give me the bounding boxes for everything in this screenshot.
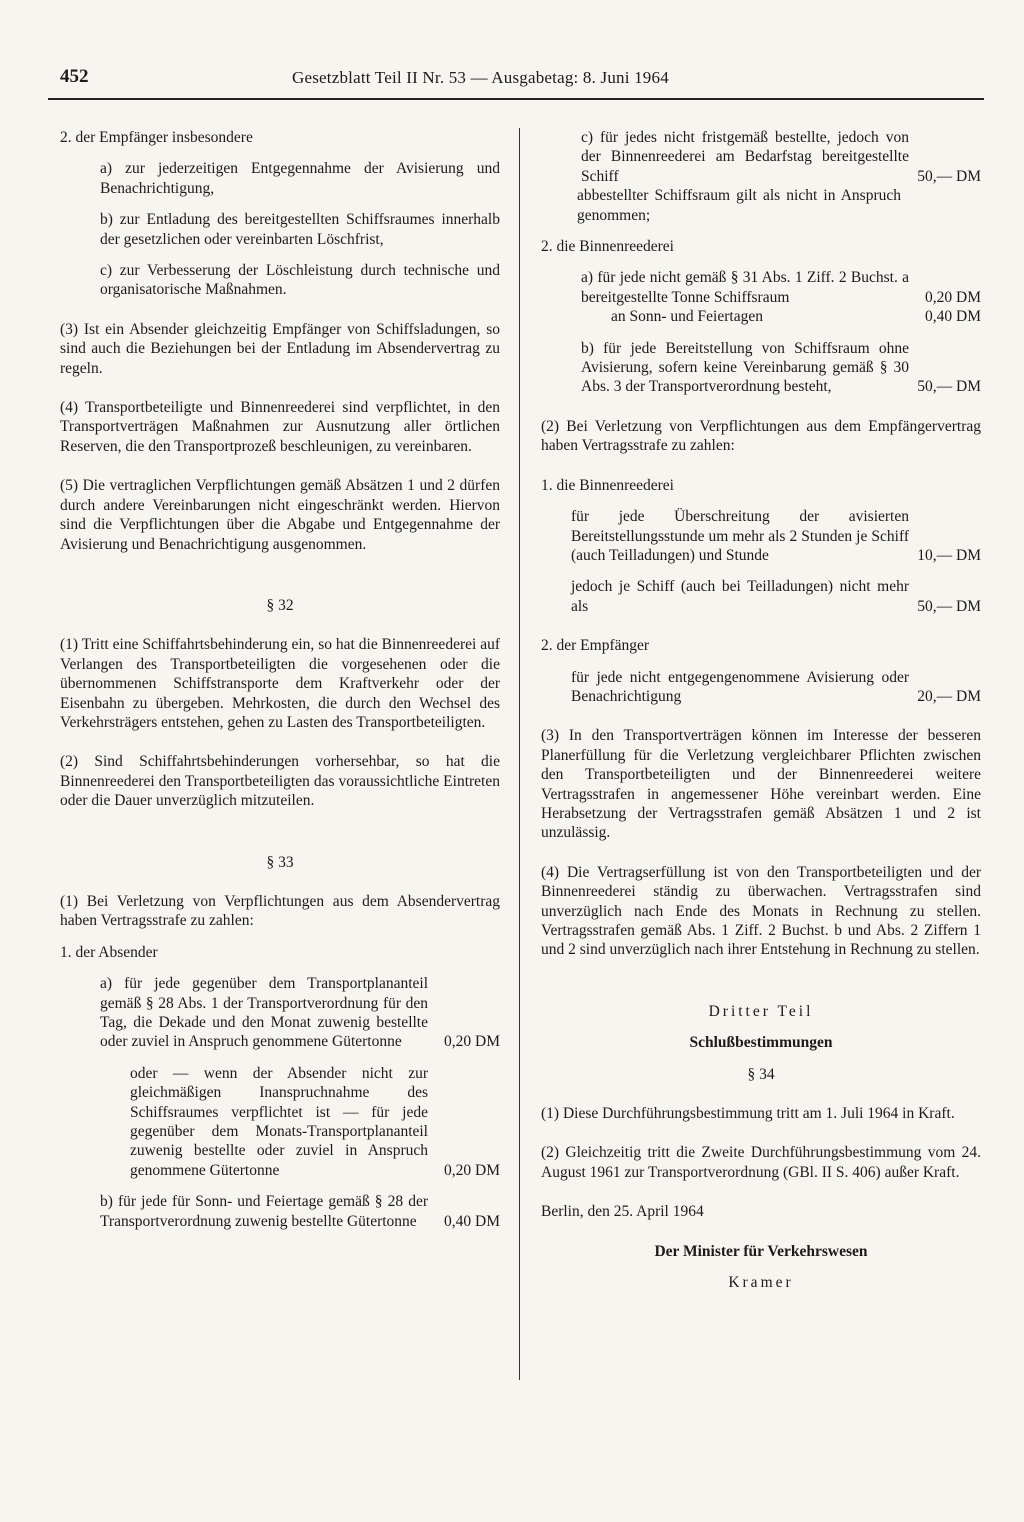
section-34-paragraph-2: (2) Gleichzeitig tritt die Zweite Durchführungsbestimmung vom 24. August 1961 zur Transportverordnung (GBl. II S. 406) außer Kraft. [541,1144,981,1181]
signatory-title: Der Minister für Verkehrswesen [654,1242,868,1260]
penalty-text: oder — wenn der Absender nicht zur gleichmäßigen Inanspruchnahme des Schiffsraumes verpflichtet ist — für jede gegenüber dem Monats-Transportplananteil zuwenig bestellte oder zuviel in Anspruch genommene Gütertonne [130,1064,428,1179]
item-1c-continuation: abbestellter Schiffsraum gilt als nicht in Anspruch genommen; [577,187,901,224]
penalty-text: b) für jede für Sonn- und Feiertage gemäß § 28 der Transportverordnung zuwenig bestellte Gütertonne [100,1193,428,1230]
penalty-text: für jede Überschreitung der avisierten Bereitstellungsstunde um mehr als 2 Stunden je Schiff (auch Teilladungen) und Stunde [571,508,909,564]
column-divider [519,128,520,1380]
penalty-text: c) für jedes nicht fristgemäß bestellte, jedoch von der Binnenreederei am Bedarfstag bereitgestellte Schiff [581,129,909,185]
penalty-text: an Sonn- und Feiertagen [611,308,763,326]
penalty-value: 50,— DM [917,597,981,615]
penalty-text: b) für jede Bereitstellung von Schiffsraum ohne Avisierung, sofern keine Vereinbarung gemäß § 30 Abs. 3 der Transportverordnung besteht, [581,339,909,396]
header-title: Gesetzblatt Teil II Nr. 53 — Ausgabetag: 8. Juni 1964 [292,68,669,87]
item-1-absender: 1. der Absender [60,943,158,961]
penalty-row-oder [130,1064,500,1180]
paragraph-4: (4) Transportbeteiligte und Binnenreederei sind verpflichtet, in den Transportverträgen Maßnahmen zur Ausnutzung aller örtlichen Reserven, die den Transportprozeß beschleunigen, zu vereinbaren. [60,399,500,455]
item-2-empfaenger: 2. der Empfänger insbesondere [60,129,253,146]
item-2-empfaenger-penalty: 2. der Empfänger [541,637,650,655]
section-33-paragraph-1: (1) Bei Verletzung von Verpflichtungen aus dem Absendervertrag haben Vertragsstrafe zu zahlen: [60,892,500,930]
penalty-value: 0,40 DM [444,1212,500,1230]
penalty-row-2a [581,268,981,307]
item-2b: b) zur Entladung des bereitgestellten Schiffsraumes innerhalb der gesetzlichen oder vereinbarten Löschfrist, [100,211,500,248]
penalty-row-1b [100,1192,500,1231]
part-heading: Dritter Teil [708,1002,814,1020]
penalty-row-1c [581,128,981,186]
left-column [60,128,500,1231]
signatory-name: Kramer [728,1274,794,1292]
item-2-binnenreederei: 2. die Binnenreederei [541,238,674,256]
penalty-text: jedoch je Schiff (auch bei Teilladungen) nicht mehr als [571,578,909,615]
penalty-value: 0,20 DM [444,1033,500,1051]
penalty-value: 0,20 DM [925,288,981,306]
signature-date: Berlin, den 25. April 1964 [541,1203,704,1221]
page-header [48,64,984,100]
item-1-binnenreederei: 1. die Binnenreederei [541,476,674,494]
penalty-row-2a-holidays [611,307,981,326]
penalty-value: 50,— DM [917,378,981,396]
paragraph-5: (5) Die vertraglichen Verpflichtungen gemäß Absätzen 1 und 2 dürfen durch andere Vereinbarungen nicht eingeschränkt werden. Hiervon sind die Verpflichtungen über die Abgabe und Entgegennahme der Avisierung und Benachrichtigung ausgenommen. [60,477,500,553]
item-2c: c) zur Verbesserung der Löschleistung durch technische und organisatorische Maßnahmen. [100,262,500,299]
penalty-value: 50,— DM [917,167,981,185]
penalty-value: 0,40 DM [925,308,981,326]
penalty-value: 10,— DM [917,546,981,564]
section-34-heading: § 34 [747,1065,775,1083]
penalty-text: a) für jede gegenüber dem Transportplananteil gemäß § 28 Abs. 1 der Transportverordnung für den Tag, die Dekade und den Monat zuwenig bestellte oder zuviel in Anspruch genommene Gütertonne [100,975,428,1051]
right-column [541,128,981,1292]
penalty-text: für jede nicht entgegengenommene Avisierung oder Benachrichtigung [571,668,909,705]
paragraph-3: (3) Ist ein Absender gleichzeitig Empfänger von Schiffsladungen, so sind auch die Beziehungen bei der Entladung im Absendervertrag zu regeln. [60,320,500,377]
section-33-heading: § 33 [266,853,294,871]
part-subheading: Schlußbestimmungen [689,1034,833,1052]
section-33-paragraph-2: (2) Bei Verletzung von Verpflichtungen aus dem Empfängervertrag haben Vertragsstrafe zu zahlen: [541,417,981,455]
penalty-row-jedoch [571,577,981,616]
penalty-row-2b [581,339,981,397]
section-33-paragraph-4: (4) Die Vertragserfüllung ist von den Transportbeteiligten und der Binnenreederei ständig zu überwachen. Vertragsstrafen sind unverzüglich nach Ende des Monats in Rechnung zu stellen. Vertragsstrafen gemäß Abs. 1 Ziff. 2 Buchst. b und Abs. 2 Ziffern 1 und 2 sind unverzüglich nach ihrer Entstehung in Rechnung zu stellen. [541,863,981,959]
item-2a: a) zur jederzeitigen Entgegennahme der Avisierung und Benachrichtigung, [100,160,500,197]
penalty-row-avisierung [571,668,981,707]
penalty-row-1a [100,974,500,1052]
section-32-paragraph-2: (2) Sind Schiffahrtsbehinderungen vorhersehbar, so hat die Binnenreederei den Transportbeteiligten das voraussichtliche Eintreten oder die Dauer unverzüglich mitzuteilen. [60,753,500,810]
page-number: 452 [60,66,89,87]
penalty-value: 0,20 DM [444,1161,500,1179]
section-32-paragraph-1: (1) Tritt eine Schiffahrtsbehinderung ein, so hat die Binnenreederei auf Verlangen des Transportbeteiligten die vorgesehenen oder die übernommenen Schiffstransporte dem Kraftverkehr oder der Eisenbahn zu übergeben. Mehrkosten, die durch den Wechsel des Verkehrsträgers entstehen, gehen zu Lasten des Transportbeteiligten. [60,636,500,731]
section-34-paragraph-1: (1) Diese Durchführungsbestimmung tritt am 1. Juli 1964 in Kraft. [541,1105,955,1123]
penalty-value: 20,— DM [917,687,981,705]
penalty-row-ueberschreitung [571,507,981,565]
section-33-paragraph-3: (3) In den Transportverträgen können im Interesse der besseren Planerfüllung für die Verletzung vergleichbarer Pflichten zwischen den Transportbeteiligten und der Binnenreederei weitere Vertragsstrafen in angemessener Höhe vereinbart werden. Eine Herabsetzung der Vertragsstrafen gemäß Absätzen 1 und 2 ist unzulässig. [541,727,981,842]
penalty-text: a) für jede nicht gemäß § 31 Abs. 1 Ziff. 2 Buchst. a bereitgestellte Tonne Schiffsraum [581,269,909,306]
section-32-heading: § 32 [266,596,294,614]
